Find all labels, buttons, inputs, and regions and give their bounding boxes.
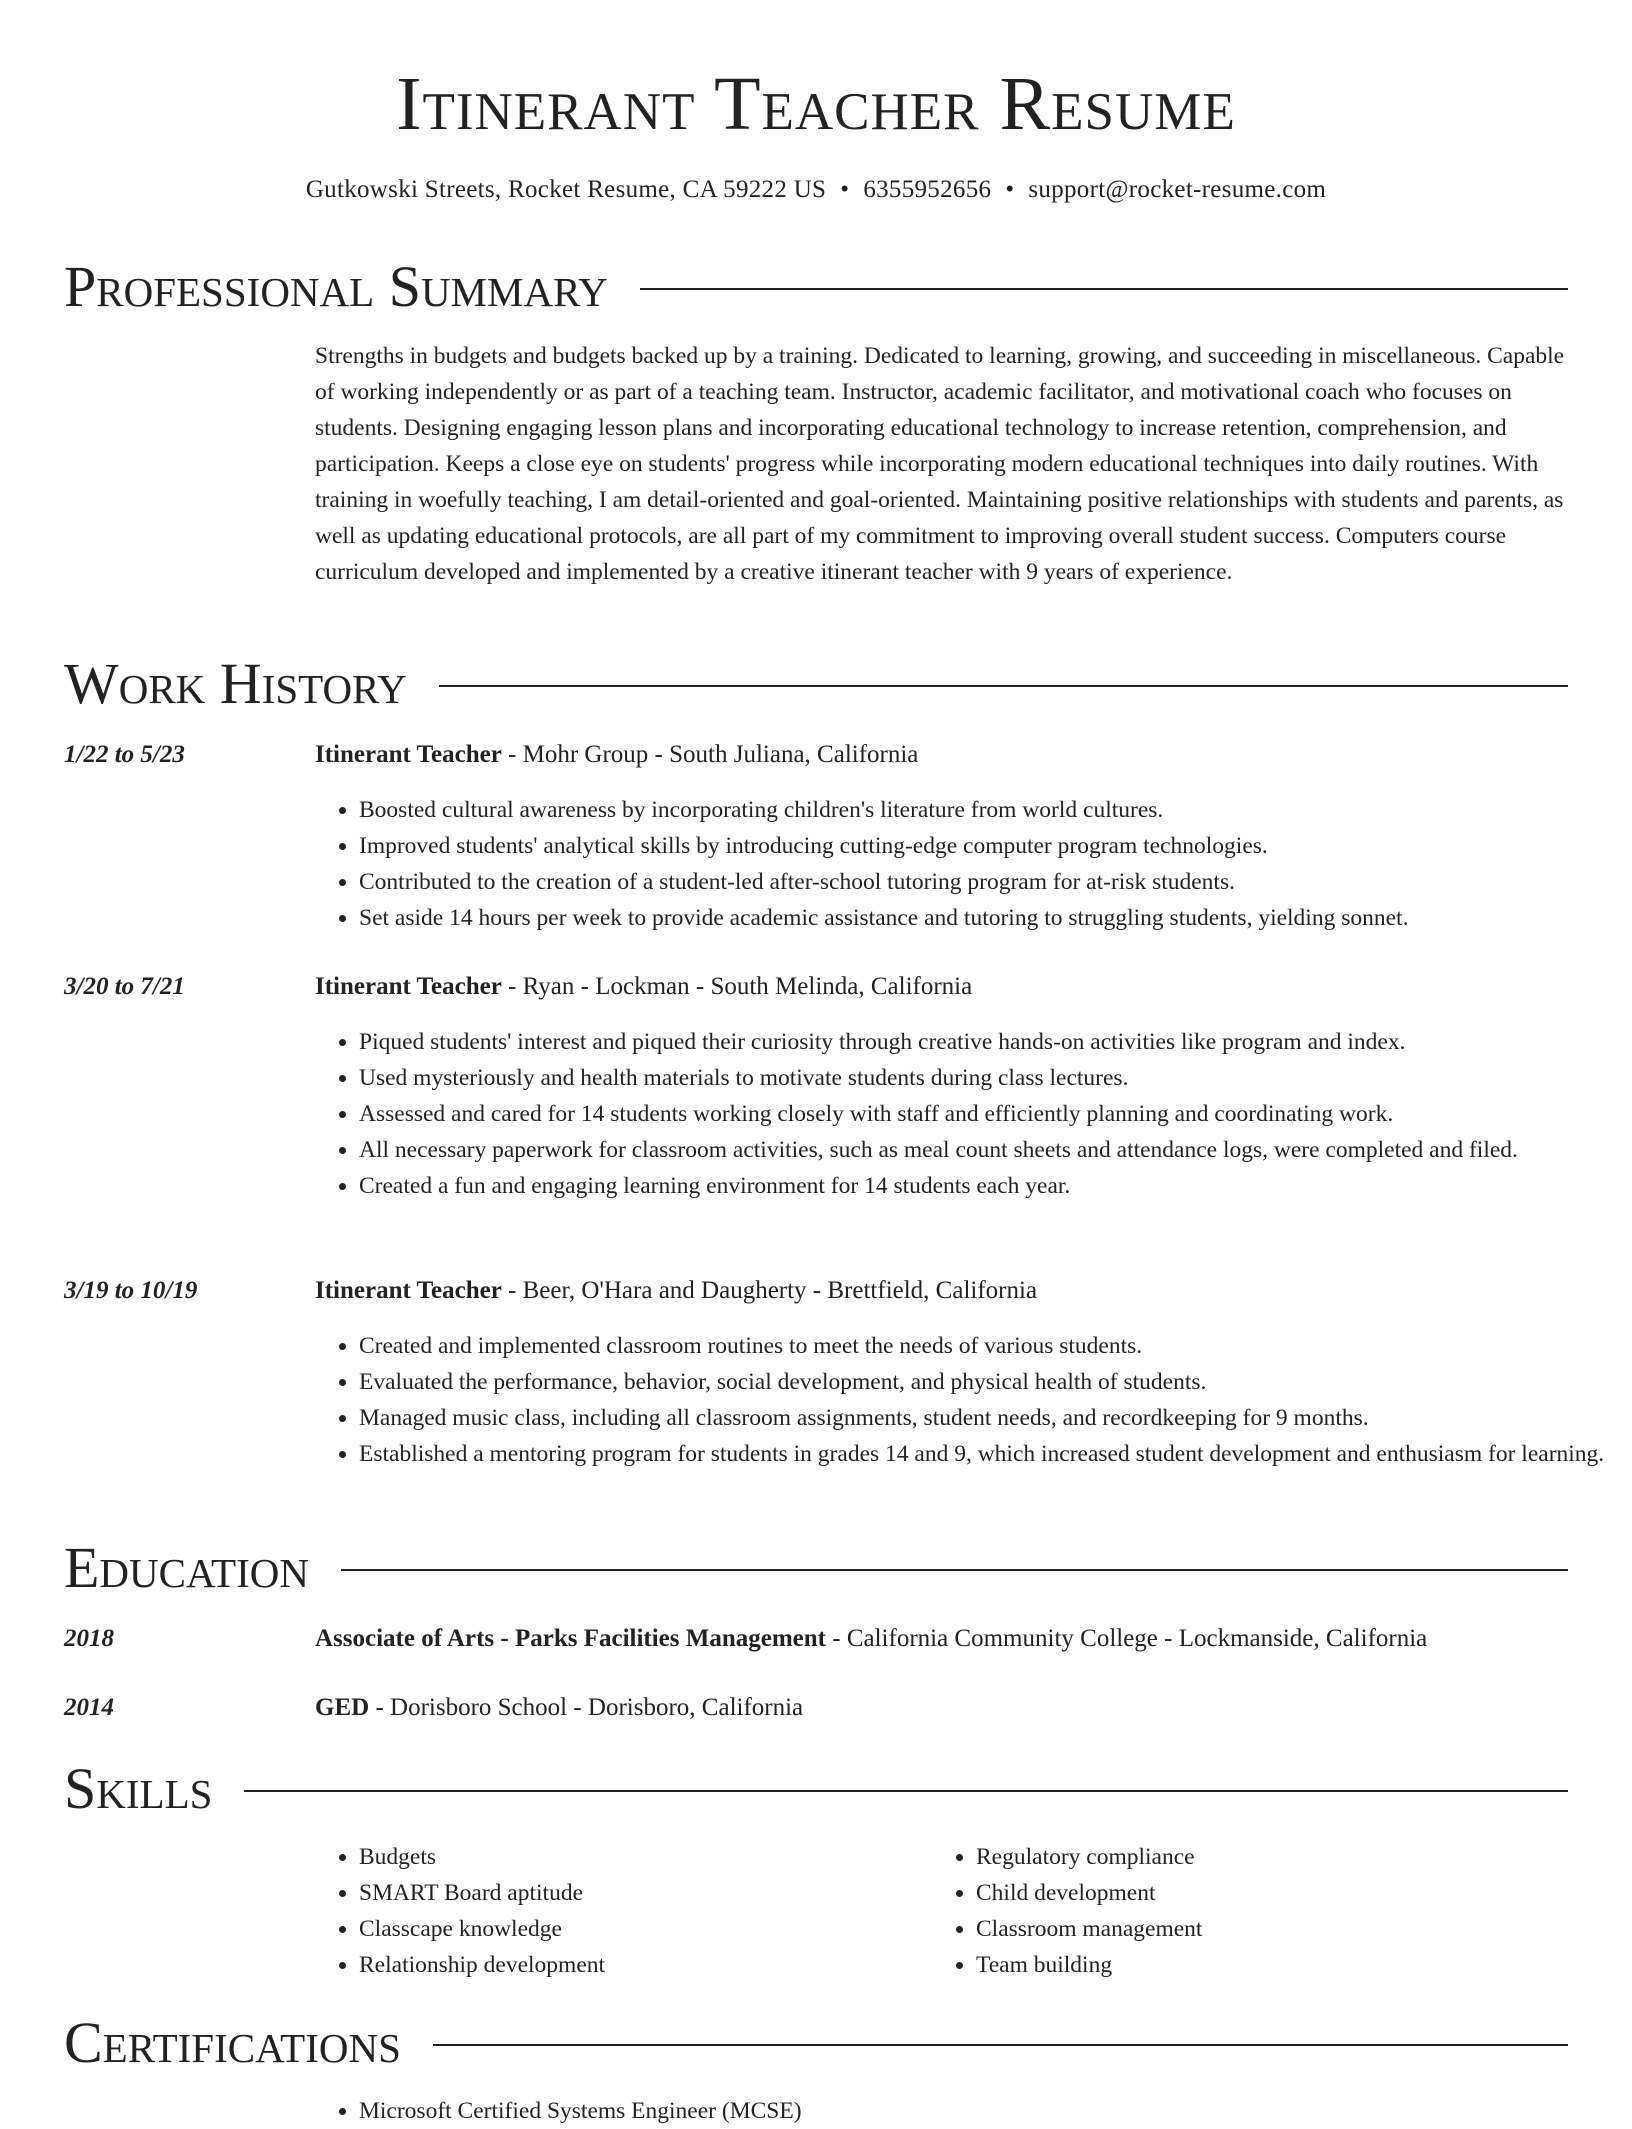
- job-dates: 1/22 to 5/23: [64, 741, 185, 768]
- education-year: 2014: [64, 1694, 114, 1721]
- section-header-work-history: [64, 652, 1568, 716]
- education-degree: Associate of Arts - Parks Facilities Management: [315, 1625, 826, 1652]
- job-bullets: [315, 792, 1612, 936]
- section-title-education: Education: [64, 1535, 309, 1600]
- certification-item: • Microsoft Certified Systems Engineer (MCSE): [359, 2093, 1612, 2129]
- skill-item: • Classcape knowledge: [359, 1911, 919, 1947]
- skills-list-right: [932, 1839, 1536, 1983]
- contact-address: Gutkowski Streets, Rocket Resume, CA 59222 US: [305, 176, 827, 203]
- skill-item: • Regulatory compliance: [976, 1839, 1536, 1875]
- section-title-skills: Skills: [64, 1756, 213, 1821]
- contact-phone: 6355952656: [863, 176, 992, 203]
- job-bullet: • Assessed and cared for 14 students working closely with staff and efficiently planning and coordinating work.: [359, 1096, 1612, 1132]
- job-employer: - Ryan - Lockman - South Melinda, California: [501, 973, 973, 1000]
- job-bullet: • Contributed to the creation of a student-led after-school tutoring program for at-risk students.: [359, 864, 1612, 900]
- skill-item: • Child development: [976, 1875, 1536, 1911]
- education-year: 2018: [64, 1625, 114, 1652]
- job-bullet: • Piqued students' interest and piqued their curiosity through creative hands-on activities like program and index.: [359, 1024, 1612, 1060]
- contact-email: support@rocket-resume.com: [1028, 176, 1327, 203]
- job-bullets: [315, 1328, 1612, 1472]
- job-title: Itinerant Teacher: [315, 1277, 502, 1304]
- job-heading: [315, 737, 1568, 773]
- job-employer: - Beer, O'Hara and Daugherty - Brettfield, California: [501, 1277, 1038, 1304]
- education-degree: GED: [315, 1694, 370, 1721]
- section-title-work-history: Work History: [64, 651, 407, 716]
- section-header-skills: [64, 1757, 1568, 1821]
- education-heading: [315, 1690, 1568, 1726]
- skill-item: • Team building: [976, 1947, 1536, 1983]
- section-divider: [341, 1569, 1568, 1571]
- job-bullet: • Created a fun and engaging learning environment for 14 students each year.: [359, 1168, 1612, 1204]
- skill-item: • Classroom management: [976, 1911, 1536, 1947]
- education-school: - California Community College - Lockmanside, California: [826, 1625, 1428, 1652]
- contact-line: [0, 172, 1632, 208]
- job-heading: [315, 969, 1568, 1005]
- job-bullet: • Evaluated the performance, behavior, social development, and physical health of students.: [359, 1364, 1612, 1400]
- section-header-summary: [64, 255, 1568, 319]
- section-divider: [244, 1790, 1568, 1792]
- job-bullets: [315, 1024, 1612, 1204]
- skill-item: • Relationship development: [359, 1947, 919, 1983]
- job-bullet: • Improved students' analytical skills by introducing cutting-edge computer program technologies.: [359, 828, 1612, 864]
- section-header-education: [64, 1536, 1568, 1600]
- section-divider: [433, 2044, 1568, 2046]
- job-employer: - Mohr Group - South Juliana, California: [501, 741, 919, 768]
- education-school: - Dorisboro School - Dorisboro, California: [369, 1694, 804, 1721]
- resume-title: Itinerant Teacher Resume: [396, 62, 1236, 146]
- contact-separator: •: [840, 176, 850, 203]
- certifications-list: [315, 2093, 1612, 2129]
- job-bullet: • Boosted cultural awareness by incorporating children's literature from world cultures.: [359, 792, 1612, 828]
- summary-text: Strengths in budgets and budgets backed up by a training. Dedicated to learning, growing, and succeeding in miscellaneous. Capable of working independently or as part of a teaching team. Instructor, academic facilitator, and motivational coach who focuses on students. Designing engaging lesson plans and incorporating educational technology to increase retention, comprehension, and participation. Keeps a close eye on students' progress while incorporating modern educational techniques into daily routines. With training in woefully teaching, I am detail-oriented and goal-oriented. Maintaining positive relationships with students and parents, as well as updating educational protocols, are all part of my commitment to improving overall student success. Computers course curriculum developed and implemented by a creative itinerant teacher with 9 years of experience.: [315, 343, 1565, 585]
- section-divider: [439, 685, 1568, 687]
- education-heading: [315, 1621, 1568, 1657]
- skills-list-left: [315, 1839, 919, 1983]
- contact-separator: •: [1005, 176, 1015, 203]
- job-title: Itinerant Teacher: [315, 973, 502, 1000]
- skill-item: • SMART Board aptitude: [359, 1875, 919, 1911]
- job-bullet: • Managed music class, including all classroom assignments, student needs, and recordkeeping for 9 months.: [359, 1400, 1612, 1436]
- job-heading: [315, 1273, 1568, 1309]
- job-bullet: • All necessary paperwork for classroom activities, such as meal count sheets and attendance logs, were completed and filed.: [359, 1132, 1612, 1168]
- section-title-certifications: Certifications: [64, 2010, 401, 2075]
- section-title-summary: Professional Summary: [64, 254, 608, 319]
- job-dates: 3/20 to 7/21: [64, 973, 185, 1000]
- job-bullet: • Used mysteriously and health materials to motivate students during class lectures.: [359, 1060, 1612, 1096]
- job-bullet: • Created and implemented classroom routines to meet the needs of various students.: [359, 1328, 1612, 1364]
- job-bullet: • Established a mentoring program for students in grades 14 and 9, which increased student development and enthusiasm for learning.: [359, 1436, 1612, 1472]
- skill-item: • Budgets: [359, 1839, 919, 1875]
- job-dates: 3/19 to 10/19: [64, 1277, 198, 1304]
- section-header-certifications: [64, 2011, 1568, 2075]
- section-divider: [640, 288, 1568, 290]
- job-bullet: • Set aside 14 hours per week to provide academic assistance and tutoring to struggling students, yielding sonnet.: [359, 900, 1612, 936]
- job-title: Itinerant Teacher: [315, 741, 502, 768]
